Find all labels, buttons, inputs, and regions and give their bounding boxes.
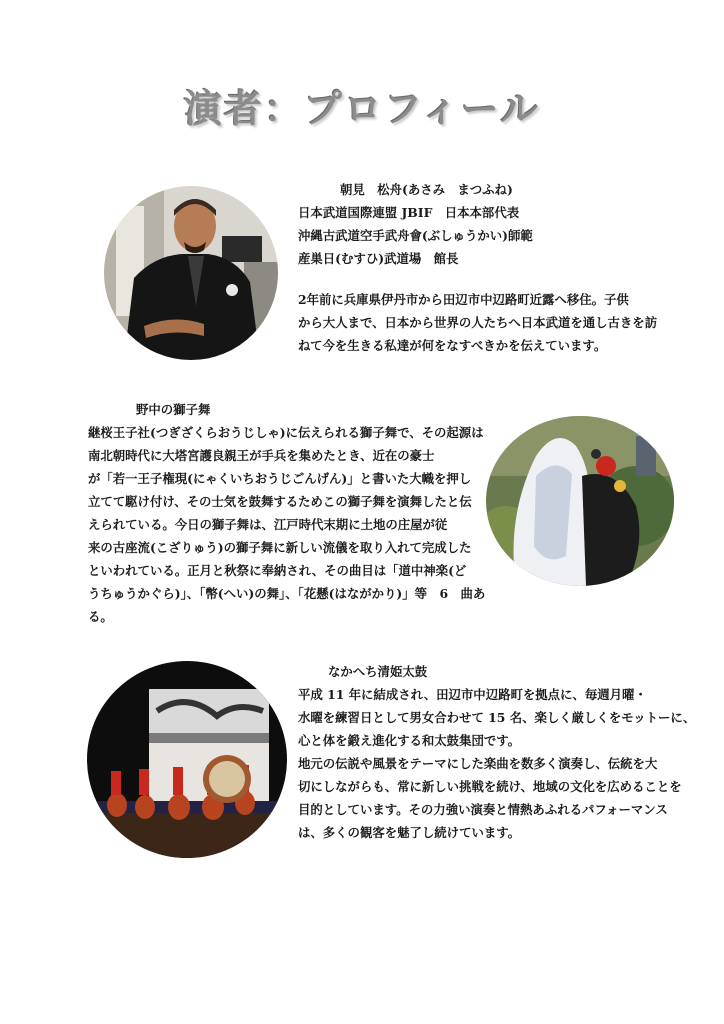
- profile3-text: [298, 660, 695, 844]
- body-line: 目的としています。その力強い演奏と情熱あふれるパフォーマンス: [298, 802, 668, 817]
- taiko-photo: [87, 661, 287, 858]
- body-line: 水曜を練習日として男女合わせて 15 名、楽しく厳しくをモットーに、: [298, 710, 696, 725]
- body-line: 心と体を鍛え進化する和太鼓集団です。: [298, 733, 521, 748]
- page-title: 演者：プロフィール: [183, 86, 541, 131]
- body-line: うちゅうかぐら)」、「幣(へい)の舞」、「花懸(はながかり)」等 6 曲あ: [88, 586, 486, 601]
- body-line: 南北朝時代に大塔宮護良親王が手兵を集めたとき、近在の豪士: [88, 448, 435, 463]
- body-line: から大人まで、日本から世界の人たちへ日本武道を通し古きを訪: [298, 315, 658, 330]
- body-line: が「若一王子権現(にゃくいちおうじごんげん)」と書いた大幟を押し: [88, 471, 472, 486]
- body-line: えられている。今日の獅子舞は、江戸時代末期に土地の庄屋が従: [88, 517, 448, 532]
- body-line: 立てて駆け付け、その士気を鼓舞するためこの獅子舞を演舞したと伝: [88, 494, 472, 509]
- section-heading: 野中の獅子舞: [136, 402, 211, 417]
- section-heading: なかへち清姫太鼓: [328, 664, 428, 679]
- body-line: 来の古座流(こざりゅう)の獅子舞に新しい流儀を取り入れて完成した: [88, 540, 472, 555]
- profile1-header: [298, 178, 533, 270]
- body-line: 切にしながらも、常に新しい挑戦を続け、地域の文化を広めることを: [298, 779, 682, 794]
- affiliation-line: 産巣日(むすひ)武道場 館長: [298, 251, 459, 266]
- portrait-photo: [104, 186, 278, 360]
- body-line: 地元の伝説や風景をテーマにした楽曲を数多く演奏し、伝統を大: [298, 756, 658, 771]
- body-line: 2年前に兵庫県伊丹市から田辺市中辺路町近露へ移住。子供: [298, 292, 629, 307]
- body-line: は、多くの観客を魅了し続けています。: [298, 825, 521, 840]
- body-line: 継桜王子社(つぎざくらおうじしゃ)に伝えられる獅子舞で、その起源は: [88, 425, 484, 440]
- body-line: 平成 11 年に結成され、田辺市中辺路町を拠点に、毎週月曜・: [298, 687, 647, 702]
- affiliation-line: 日本武道国際連盟 JBIF 日本本部代表: [298, 205, 520, 220]
- profile2-text: [88, 398, 485, 628]
- affiliation-line: 沖縄古武道空手武舟會(ぶしゅうかい)師範: [298, 228, 533, 243]
- body-line: ねて今を生きる私達が何をなすべきかを伝えています。: [298, 338, 607, 353]
- profile1-body: [298, 288, 657, 357]
- body-line: る。: [88, 609, 113, 624]
- body-line: といわれている。正月と秋祭に奉納され、その曲目は「道中神楽(ど: [88, 563, 467, 578]
- shishimai-photo: [486, 416, 674, 586]
- name-line: 朝見 松舟(あさみ まつふね): [340, 182, 513, 197]
